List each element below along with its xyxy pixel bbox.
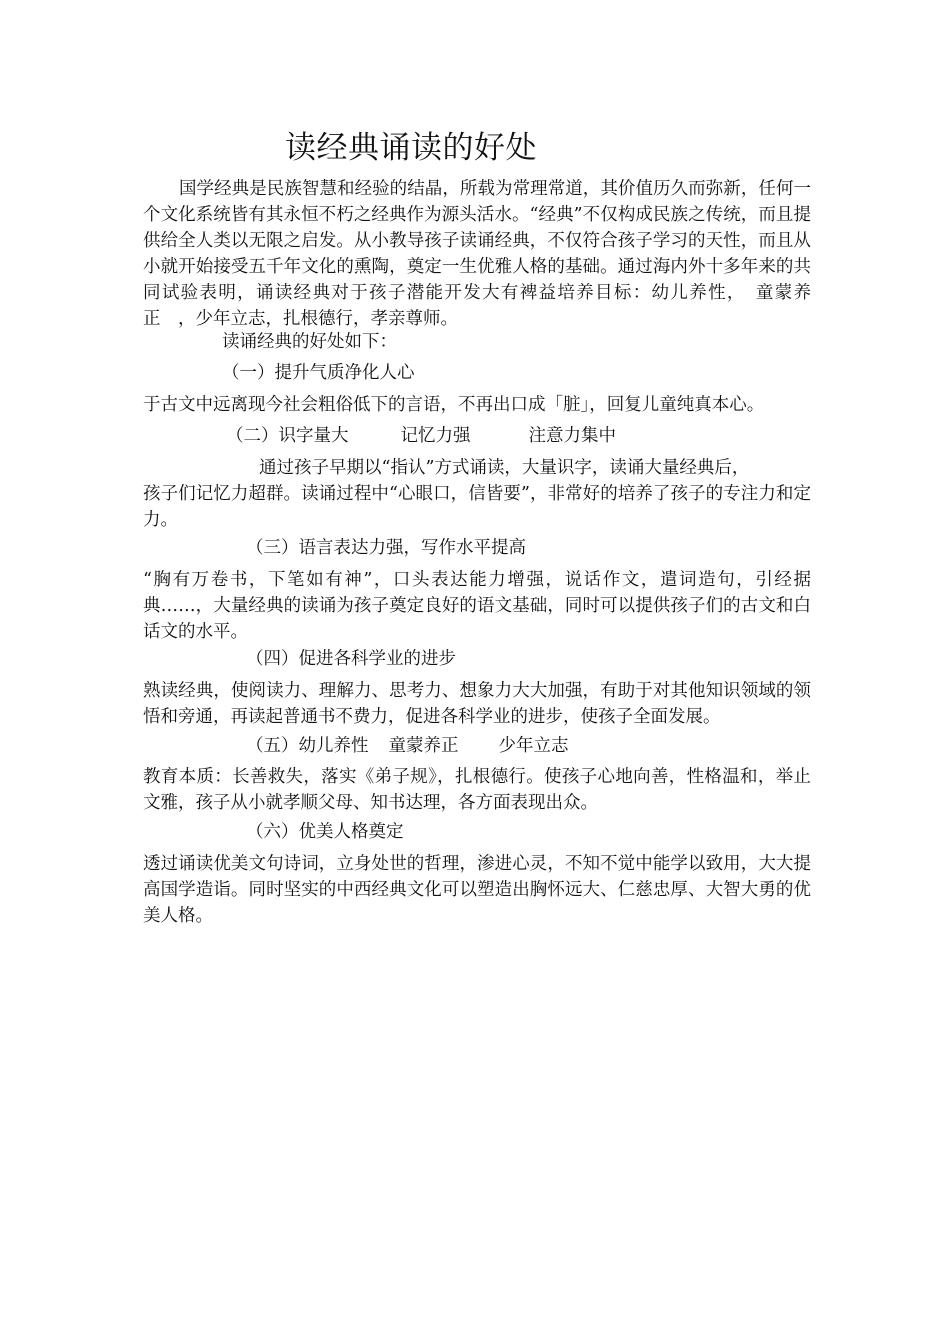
section-heading-5 [246,733,569,759]
section-heading-2-part-3: 注意力集中 [528,426,616,446]
section-body-2 [143,455,811,533]
section-heading-2 [226,423,616,449]
intro-paragraph: 国学经典是民族智慧和经验的结晶，所载为常理常道，其价值历久而弥新，任何一个文化系统皆有其永恒不朽之经典作为源头活水。“经典”不仅构成民族之传统，而且提供给全人类以无限之启发。从小教导孩子读诵经典，不仅符合孩子学习的天性，而且从小就开始接受五千年文化的熏陶，奠定一生优雅人格的基础。通过海内外十多年来的共同试验表明，诵读经典对于孩子潜能开发大有裨益培养目标：幼儿养性， 童蒙养正 ，少年立志，扎根德行，孝亲尊师。 [143,179,811,329]
section-heading-5-part-2: 童蒙养正 [388,736,459,756]
section-heading-2-part-2: 记忆力强 [400,426,471,446]
section-heading-3: （三）语言表达力强，写作水平提高 [246,538,526,558]
section-heading-1: （一）提升气质净化人心 [222,363,415,383]
section-heading-4: （四）促进各科学业的进步 [246,649,456,669]
section-heading-5-part-1: （五）幼儿养性 [246,736,369,756]
section-body-5: 教育本质：长善救失，落实《弟子规》，扎根德行。使孩子心地向善，性格温和，举止文雅，孩子从小就孝顺父母、知书达理，各方面表现出众。 [143,767,811,813]
document-title: 读经典诵读的好处 [285,130,537,166]
section-heading-5-part-3: 少年立志 [498,736,569,756]
section-body-6: 透过诵读优美文句诗词，立身处世的哲理，渗进心灵，不知不觉中能学以致用，大大提高国学造诣。同时坚实的中西经典文化可以塑造出胸怀远大、仁慈忠厚、大智大勇的优美人格。 [143,854,811,926]
section-heading-6: （六）优美人格奠定 [246,822,404,842]
section-body-1: 于古文中远离现今社会粗俗低下的言语，不再出口成「脏」，回复儿童纯真本心。 [143,395,765,415]
section-body-3: “胸有万卷书，下笔如有神”，口头表达能力增强，说话作文，遣词造句，引经据典……，大量经典的读诵为孩子奠定良好的语文基础，同时可以提供孩子们的古文和白话文的水平。 [143,570,811,642]
lead-line: 读诵经典的好处如下： [222,332,397,352]
section-body-2-rest: 孩子们记忆力超群。读诵过程中“心眼口，信皆要”，非常好的培养了孩子的专注力和定力。 [143,484,811,530]
section-body-2-first-line: 通过孩子早期以“指认”方式诵读，大量识字，读诵大量经典后， [259,458,750,478]
section-heading-2-part-1: （二）识字量大 [226,426,349,446]
section-body-4: 熟读经典，使阅读力、理解力、思考力、想象力大大加强，有助于对其他知识领域的领悟和旁通，再读起普通书不费力，促进各科学业的进步，使孩子全面发展。 [143,681,811,727]
